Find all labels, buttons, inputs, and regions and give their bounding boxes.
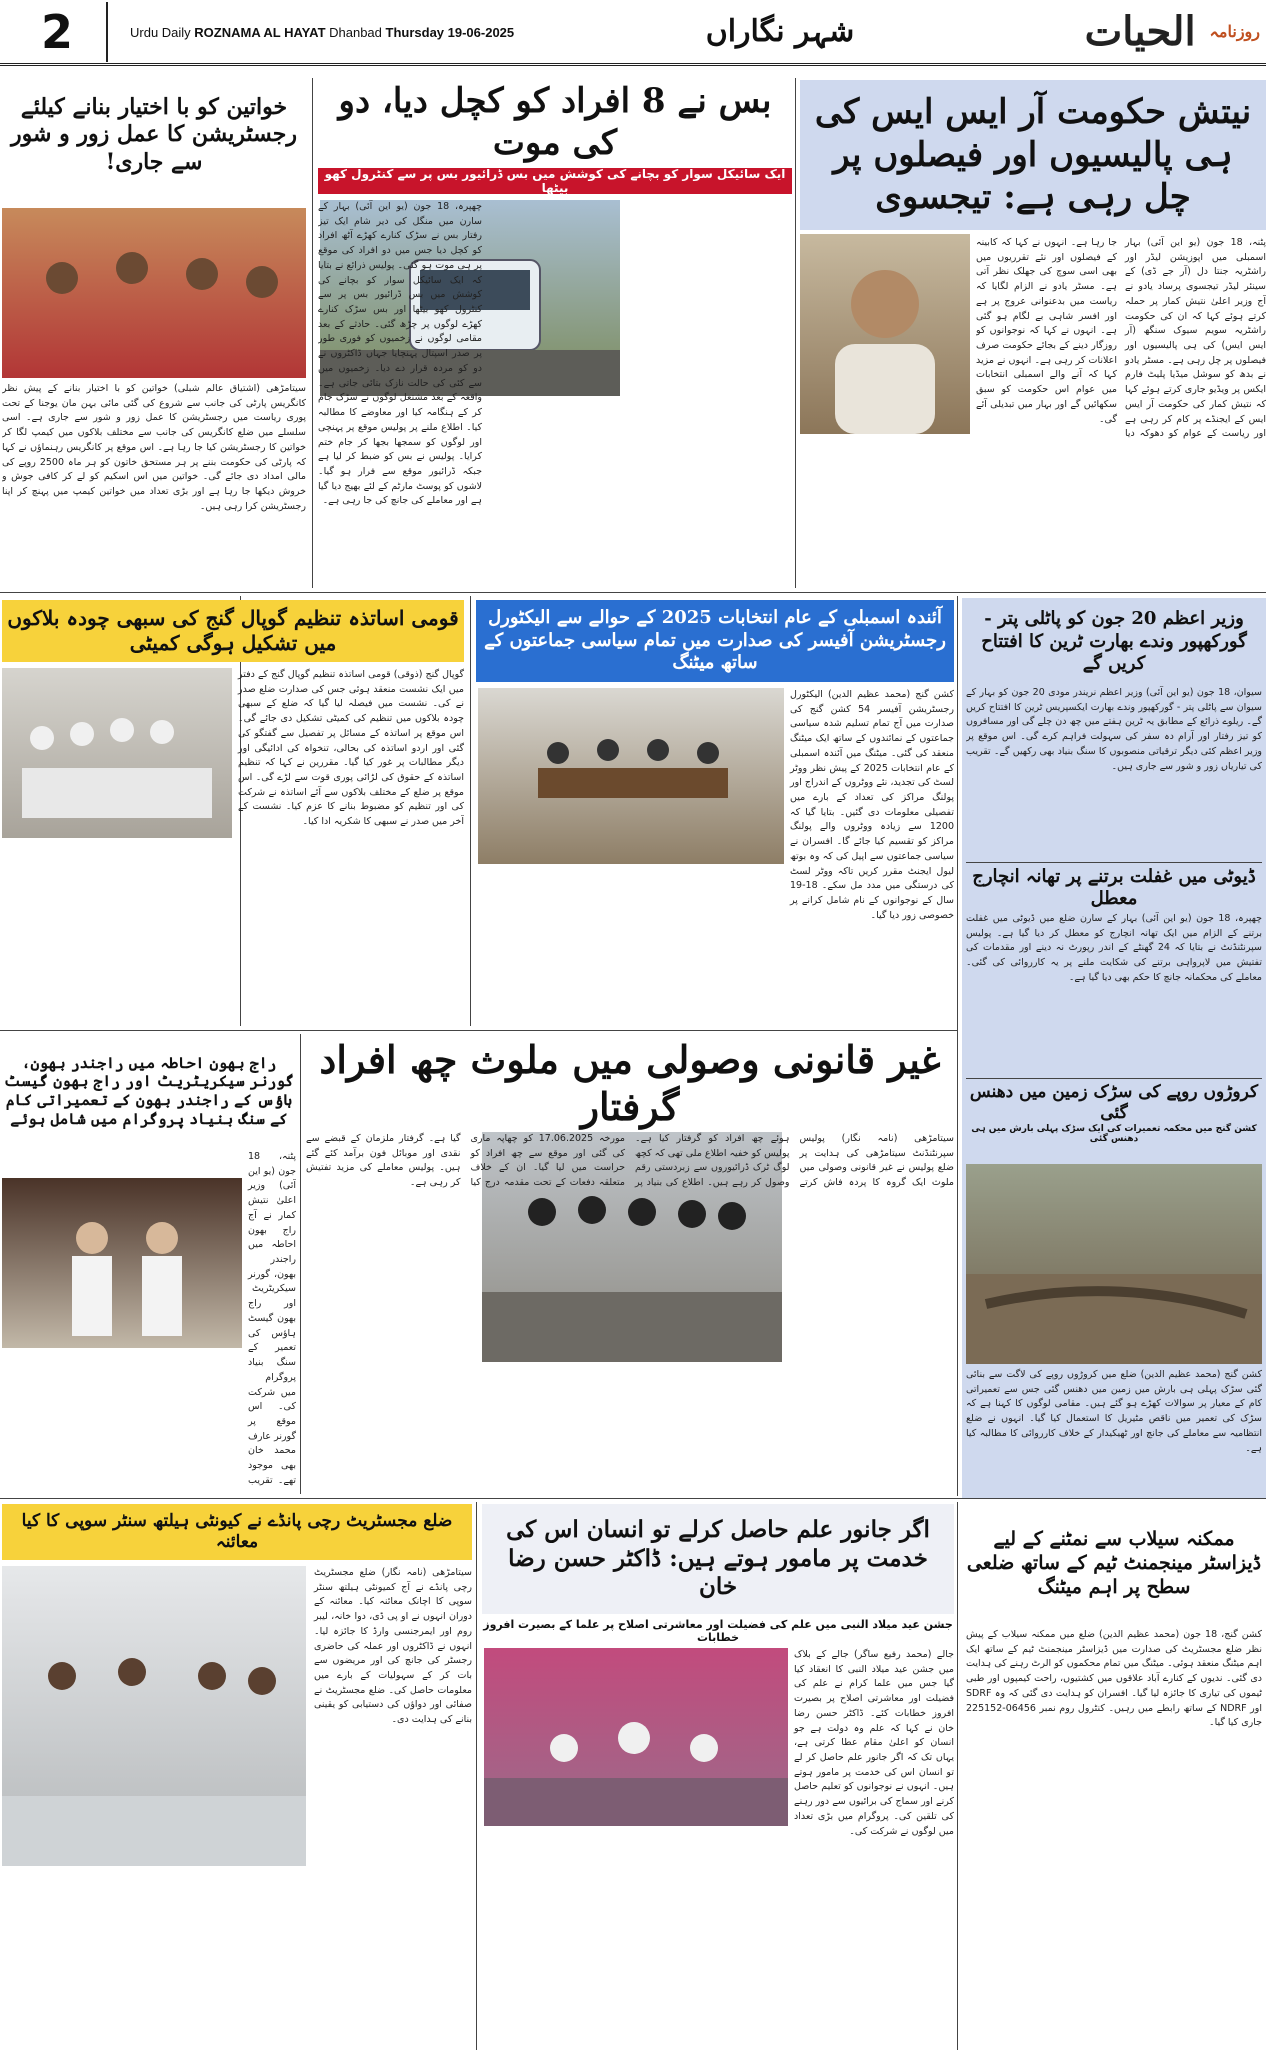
story-body: چھپرہ، 18 جون (یو این آئی) بہار کے سارن ضلع میں ڈیوٹی میں غفلت برتنے کے الزام میں ایک تھانہ انچارج کو معطل کر دیا گیا ہے۔ پولیس سپرنٹنڈنٹ نے بتایا کہ 24 گھنٹے کے اندر رپورٹ نہ دینے اور مقدمات کی تفتیش میں لاپرواہی برتنے کی شکایت ملنے پر یہ کارروائی کی گئی۔ معاملے کی محکمانہ جانچ کا حکم بھی دیا گیا ہے۔ bbox=[966, 913, 1262, 983]
headline: قومی اساتذہ تنظیم گوپال گنج کی سبھی چودہ بلاکوں میں تشکیل ہوگی کمیٹی bbox=[2, 600, 464, 662]
headline: بس نے 8 افراد کو کچل دیا، دو کی موت bbox=[338, 80, 772, 163]
headline: ضلع مجسٹریٹ رچی پانڈے نے کیونٹی ہیلتھ سنٹر سوپی کا کیا معائنہ bbox=[2, 1504, 472, 1560]
headline: راج بھون احاطہ میں راجندر بھون، گورنر سیکریٹریٹ اور راج بھون گیسٹ ہاؤس کے راجندر بھون کے تعمیراتی کام کے سنگ بنیاد پروگرام میں شامل ہوئے bbox=[4, 1053, 294, 1128]
story-body: چھپرہ، 18 جون (یو این آئی) بہار کے سارن میں منگل کی دیر شام ایک تیز رفتار بس نے سڑک کنارے کھڑے آٹھ افراد کو کچل دیا جس میں دو افراد کی موقع پر ہی موت ہو گئی۔ پولیس ذرائع نے بتایا کہ ایک سائیکل سوار کو بچانے کی کوشش میں بس ڈرائیور بس پر سے کنٹرول کھو بیٹھا اور بس سڑک کنارے کھڑے لوگوں پر چڑھ گئی۔ حادثے کے بعد مقامی لوگوں نے زخمیوں کو فوری طور پر صدر اسپتال پہنچایا جہاں ڈاکٹروں نے دو کو مردہ قرار دے دیا۔ زخمیوں میں سے کئی کی حالت نازک بتائی جاتی ہے۔ واقعہ کے بعد مشتعل لوگوں نے سڑک جام کر کے ہنگامہ کیا اور معاوضے کا مطالبہ کیا۔ اطلاع ملنے پر پولیس موقع پر پہنچی اور لوگوں کو سمجھا بجھا کر جام ختم کرایا۔ پولیس نے بس کو ضبط کر لیا ہے جبکہ ڈرائیور موقع سے فرار ہو گیا۔ لاشوں کو پوسٹ مارٹم کے لئے بھیج دیا گیا ہے اور معاملے کی جانچ کی جا رہی ہے۔ bbox=[318, 201, 482, 507]
story-dm bbox=[0, 1502, 474, 2050]
logo-small: روزنامہ bbox=[1209, 22, 1260, 41]
headline: وزیر اعظم 20 جون کو پاٹلی پتر - گورکھپور وندے بھارت ٹرین کا افتتاح کریں گے bbox=[981, 608, 1247, 675]
story-body: سیتامڑھی (اشتیاق عالم شبلی) خواتین کو با اختیار بنانے کے پیش نظر کانگریس پارٹی کی جانب سے شروع کی گئی مائی بہن مان یوجنا کے تحت پوری ریاست میں رجسٹریشن کا عمل زور و شور سے جاری ہے۔ اسی سلسلے میں ضلع کانگریس کی جانب سے مختلف بلاکوں میں کیمپ لگا کر خواتین کا رجسٹریشن کیا جا رہا ہے۔ اس موقع پر کانگریس رہنماؤں نے کہا کہ پارٹی کی حکومت بننے پر ہر مستحق خاتون کو ہر ماہ 2500 روپے کی مالی امداد دی جائے گی۔ خواتین میں اس اسکیم کو لے کر کافی جوش و خروش دیکھا جا رہا ہے اور بڑی تعداد میں خواتین کیمپ میں پہنچ کر اپنا رجسٹریشن کرا رہی ہیں۔ bbox=[2, 383, 306, 512]
story-body: سیتامڑھی (نامہ نگار) پولیس سپرنٹنڈنٹ سیتامڑھی کی ہدایت پر ضلع پولیس نے غیر قانونی وصولی میں ملوث ایک گروہ کا پردہ فاش کرتے ہوئے چھ افراد کو گرفتار کیا ہے۔ پولیس کو خفیہ اطلاع ملی تھی کہ کچھ لوگ ٹرک ڈرائیوروں سے زبردستی رقم وصول کر رہے ہیں۔ اطلاع کی بنیاد پر مورخہ 17.06.2025 کو چھاپہ ماری کی گئی اور موقع سے چھ افراد کو حراست میں لیا گیا۔ ان کے خلاف متعلقہ دفعات کے تحت مقدمہ درج کیا گیا ہے۔ گرفتار ملزمان کے قبضے سے نقدی اور موبائل فون برآمد کئے گئے ہیں۔ پولیس معاملے کی مزید تفتیش کر رہی ہے۔ bbox=[306, 1133, 954, 1189]
story-women bbox=[0, 76, 308, 588]
story-duty bbox=[962, 866, 1266, 1076]
paper-name: ROZNAMA AL HAYAT bbox=[194, 25, 326, 40]
section-title: شہر نگاراں bbox=[705, 14, 855, 49]
subhead: جشن عید میلاد النبی میں علم کی فضیلت اور معاشرتی اصلاح پر علما کے بصیرت افروز خطابات bbox=[483, 1618, 953, 1644]
headline: کروڑوں روپے کی سڑک زمین میں دھنس گئی bbox=[969, 1081, 1259, 1123]
story-bus bbox=[318, 76, 792, 588]
headline: ممکنہ سیلاب سے نمٹنے کے لیے ڈیزاسٹر مینجمنٹ ٹیم کے ساتھ ضلعی سطح پر اہم میٹنگ bbox=[966, 1528, 1262, 1598]
story-pm bbox=[962, 598, 1266, 860]
story-road bbox=[962, 1082, 1266, 1496]
headline: آئندہ اسمبلی کے عام انتخابات 2025 کے حوالے سے الیکٹورل رجسٹریشن آفیسر کی صدارت میں تمام سیاسی جماعتوں کے ساتھ میٹنگ bbox=[476, 600, 954, 682]
story-body: گوپال گنج (ذوقی) قومی اساتذہ تنظیم گوپال گنج کے دفتر میں ایک نشست منعقد ہوئی جس کی صدارت ضلع صدر نے کی۔ نشست میں فیصلہ لیا گیا کہ ضلع کے سبھی چودہ بلاکوں میں تنظیم کی کمیٹی تشکیل دی جائے گی۔ اس موقع پر اساتذہ کے مسائل پر تفصیل سے گفتگو کی گئی اور اردو اساتذہ کی بحالی، تنخواہ کی ادائیگی اور دیگر مطالبات پر غور کیا گیا۔ مقررین نے کہا کہ تنظیم اساتذہ کے حقوق کی لڑائی پوری قوت سے لڑے گی۔ اس موقع پر ضلع کے مختلف بلاکوں سے آئے اساتذہ نے شرکت کی اور تنظیم کو مضبوط بنانے کا عزم کیا۔ نشست کے آخر میں صدر نے سبھی کا شکریہ ادا کیا۔ bbox=[238, 669, 464, 828]
story-tejashwi bbox=[800, 76, 1266, 588]
date: Thursday 19-06-2025 bbox=[385, 25, 515, 40]
headline: ڈیوٹی میں غفلت برتنے پر تھانہ انچارج معطل bbox=[972, 865, 1256, 909]
person-photo-icon bbox=[800, 234, 970, 434]
story-body: پٹنہ، 18 جون (یو این آئی) بہار اسمبلی میں اپوزیشن لیڈر اور راشٹریہ جنتا دل (آر جے ڈی) کے سینئر لیڈر تیجسوی پرساد یادو نے آج وزیر اعلیٰ نتیش کمار پر حملہ کرتے ہوئے کہا کہ ان کی حکومت راشٹریہ سویم سیوک سنگھ (آر ایس ایس) کی ہی پالیسیوں اور فیصلوں پر چل رہی ہے۔ مسٹر یادو نے بدھ کو سوشل میڈیا پلیٹ فارم ایکس پر ویڈیو جاری کرتے ہوئے کہا کہ نتیش کمار کی حکومت آر ایس ایس کے ایجنڈے پر کام کر رہی ہے اور ریاست کے عوام کو دھوکہ دیا جا رہا ہے۔ انہوں نے کہا کہ کابینہ کے فیصلوں اور نئے تقرریوں میں بھی اسی سوچ کی جھلک نظر آتی ہے۔ مسٹر یادو نے الزام لگایا کہ ریاست میں بدعنوانی عروج پر ہے اور افسر شاہی بے لگام ہو گئی ہے۔ انہوں نے کہا کہ نوجوانوں کو روزگار دینے کے بجائے حکومت صرف اعلانات کر رہی ہے۔ انہوں نے مزید کہا کہ آنے والے اسمبلی انتخابات میں عوام اس حکومت کو سبق سکھائیں گے اور بہار میں تبدیلی آئے گی۔ bbox=[976, 237, 1266, 440]
info-prefix: Urdu Daily bbox=[130, 25, 195, 40]
group-photo-icon bbox=[2, 208, 306, 378]
logo bbox=[1030, 4, 1260, 60]
story-body: جالے (محمد رفیع ساگر) جالے کے بلاک میں جشن عید میلاد النبی کا انعقاد کیا گیا جس میں علما کرام نے علم کی فضیلت اور معاشرتی اصلاح پر بصیرت افروز خطابات کئے۔ ڈاکٹر حسن رضا خان نے کہا کہ علم وہ دولت ہے جو انسان کو اعلیٰ مقام عطا کرتی ہے، یہاں تک کہ اگر جانور علم حاصل کر لے تو انسان اس کی خدمت پر مامور ہوتے ہیں۔ انہوں نے نوجوانوں کو تعلیم حاصل کرنے اور سماج کی برائیوں سے دور رہنے کی تلقین کی۔ پروگرام میں بڑی تعداد میں لوگوں نے شرکت کی۔ bbox=[794, 1649, 954, 1837]
story-body: کشن گنج، 18 جون (محمد عظیم الدین) ضلع میں ممکنہ سیلاب کے پیش نظر ضلع مجسٹریٹ کی صدارت میں ڈیزاسٹر مینجمنٹ ٹیم کے ساتھ ایک اہم میٹنگ منعقد ہوئی۔ میٹنگ میں تمام محکموں کو الرٹ رہنے کی ہدایت دی گئی۔ ندیوں کے کنارے آباد علاقوں میں کشتیوں، راحت کیمپوں اور طبی ٹیموں کی تیاری کا جائزہ لیا گیا۔ افسران کو ہدایت دی گئی کہ وہ SDRF اور NDRF کے ساتھ رابطے میں رہیں۔ کنٹرول روم نمبر 06456-225152 جاری کیا گیا۔ bbox=[966, 1629, 1262, 1729]
headline: نیتش حکومت آر ایس ایس کی ہی پالیسیوں اور فیصلوں پر چل رہی ہے: تیجسوی bbox=[800, 80, 1266, 230]
logo-text: الحیات bbox=[1084, 8, 1196, 55]
banner: ایک سائیکل سوار کو بچانے کی کوشش میں بس ڈرائیور بس پر سے کنٹرول کھو بیٹھا bbox=[318, 168, 792, 194]
photo-road bbox=[966, 1164, 1262, 1364]
story-body: کشن گنج (محمد عظیم الدین) الیکٹورل رجسٹریشن آفیسر 54 کشن گنج کی صدارت میں آج تمام تسلیم شدہ سیاسی جماعتوں کے نمائندوں کے ساتھ ایک میٹنگ منعقد کی گئی۔ میٹنگ میں آئندہ اسمبلی کے عام انتخابات 2025 کے پیش نظر ووٹر لسٹ کی تجدید، نئے ووٹروں کے اندراج اور پولنگ مراکز کی تعداد کے بارے میں تفصیلی معلومات دی گئیں۔ بتایا گیا کہ 1200 سے زیادہ ووٹروں والے پولنگ مراکز کو تقسیم کیا جائے گا۔ افسران نے سیاسی جماعتوں سے اپیل کی کہ وہ بوتھ لیول ایجنٹ مقرر کریں تاکہ ووٹر لسٹ کی درستگی میں مدد مل سکے۔ 18-19 سال کے نوجوانوں کے نام شامل کرانے پر خصوصی زور دیا گیا۔ bbox=[790, 689, 954, 921]
subhead: کشن گنج میں محکمہ تعمیرات کی ایک سڑک پہلی بارش میں ہی دھنس گئی bbox=[971, 1124, 1257, 1144]
photo-tejashwi bbox=[800, 234, 970, 434]
headline: اگر جانور علم حاصل کرلے تو انسان اس کی خدمت پر مامور ہوتے ہیں: ڈاکٹر حسن رضا خان bbox=[482, 1504, 954, 1614]
story-flood bbox=[962, 1502, 1266, 2050]
story-election bbox=[476, 598, 954, 1028]
story-rajbhawan bbox=[0, 1034, 298, 1494]
story-body: سیتامڑھی (نامہ نگار) ضلع مجسٹریٹ رچی پانڈے نے آج کمیونٹی ہیلتھ سنٹر سوپی کا اچانک معائنہ کیا۔ معائنہ کے دوران انہوں نے او پی ڈی، دوا خانہ، لیبر روم اور ایمرجنسی وارڈ کا جائزہ لیا۔ انہوں نے ڈاکٹروں اور عملہ کی حاضری رجسٹر کی جانچ کی اور مریضوں سے بات کر کے سہولیات کے بارے میں معلومات حاصل کی۔ ضلع مجسٹریٹ نے صفائی اور دواؤں کی دستیابی کو یقینی بنانے کی ہدایت دی۔ bbox=[314, 1567, 472, 1726]
headline: غیر قانونی وصولی میں ملوث چھ افراد گرفتار bbox=[319, 1036, 941, 1129]
story-body: پٹنہ، 18 جون (یو این آئی) وزیر اعلیٰ نتیش کمار نے آج راج بھون احاطہ میں راجندر بھون، گورنر سیکریٹریٹ اور راج بھون گیسٹ ہاؤس کی تعمیر کے سنگ بنیاد پروگرام میں شرکت کی۔ اس موقع پر گورنر عارف محمد خان بھی موجود تھے۔ تقریب bbox=[248, 1151, 296, 1486]
story-extortion bbox=[306, 1034, 954, 1494]
story-ilm bbox=[480, 1502, 956, 2050]
headline: خواتین کو با اختیار بنانے کیلئے رجسٹریشن کا عمل زور و شور سے جاری! bbox=[10, 93, 298, 175]
photo-women bbox=[2, 208, 306, 378]
paper-info bbox=[130, 20, 650, 46]
road-photo-icon bbox=[966, 1164, 1262, 1364]
page-number: 2 bbox=[8, 2, 108, 62]
story-body: کشن گنج (محمد عظیم الدین) ضلع میں کروڑوں روپے کی لاگت سے بنائی گئی سڑک پہلی ہی بارش میں زمین میں دھنس گئی جس سے تعمیراتی کام کے معیار پر سوالات کھڑے ہو گئے ہیں۔ مقامی لوگوں کا کہنا ہے کہ سڑک کی تعمیر میں ناقص مٹیریل کا استعمال کیا گیا۔ انہوں نے ضلع انتظامیہ سے معاملے کی جانچ اور ٹھیکیدار کے خلاف کارروائی کا مطالبہ کیا ہے۔ bbox=[966, 1369, 1262, 1454]
city: Dhanbad bbox=[325, 25, 386, 40]
masthead bbox=[0, 0, 1266, 66]
story-teachers bbox=[0, 598, 468, 1028]
story-body: سیوان، 18 جون (یو این آئی) وزیر اعظم نریندر مودی 20 جون کو بہار کے سیوان سے پاٹلی پتر - گورکھپور وندے بھارت ایکسپریس ٹرین کا افتتاح کریں گے۔ ریلوے ذرائع کے مطابق یہ ٹرین ہفتے میں چھ دن چلے گی اور مسافروں کو تیز رفتار اور آرام دہ سفر کی سہولت فراہم کرے گی۔ اس موقع پر وزیر اعظم کئی دیگر ترقیاتی منصوبوں کا سنگ بنیاد بھی رکھیں گے۔ تقریب کی تیاریاں زور و شور سے جاری ہیں۔ bbox=[966, 687, 1262, 772]
